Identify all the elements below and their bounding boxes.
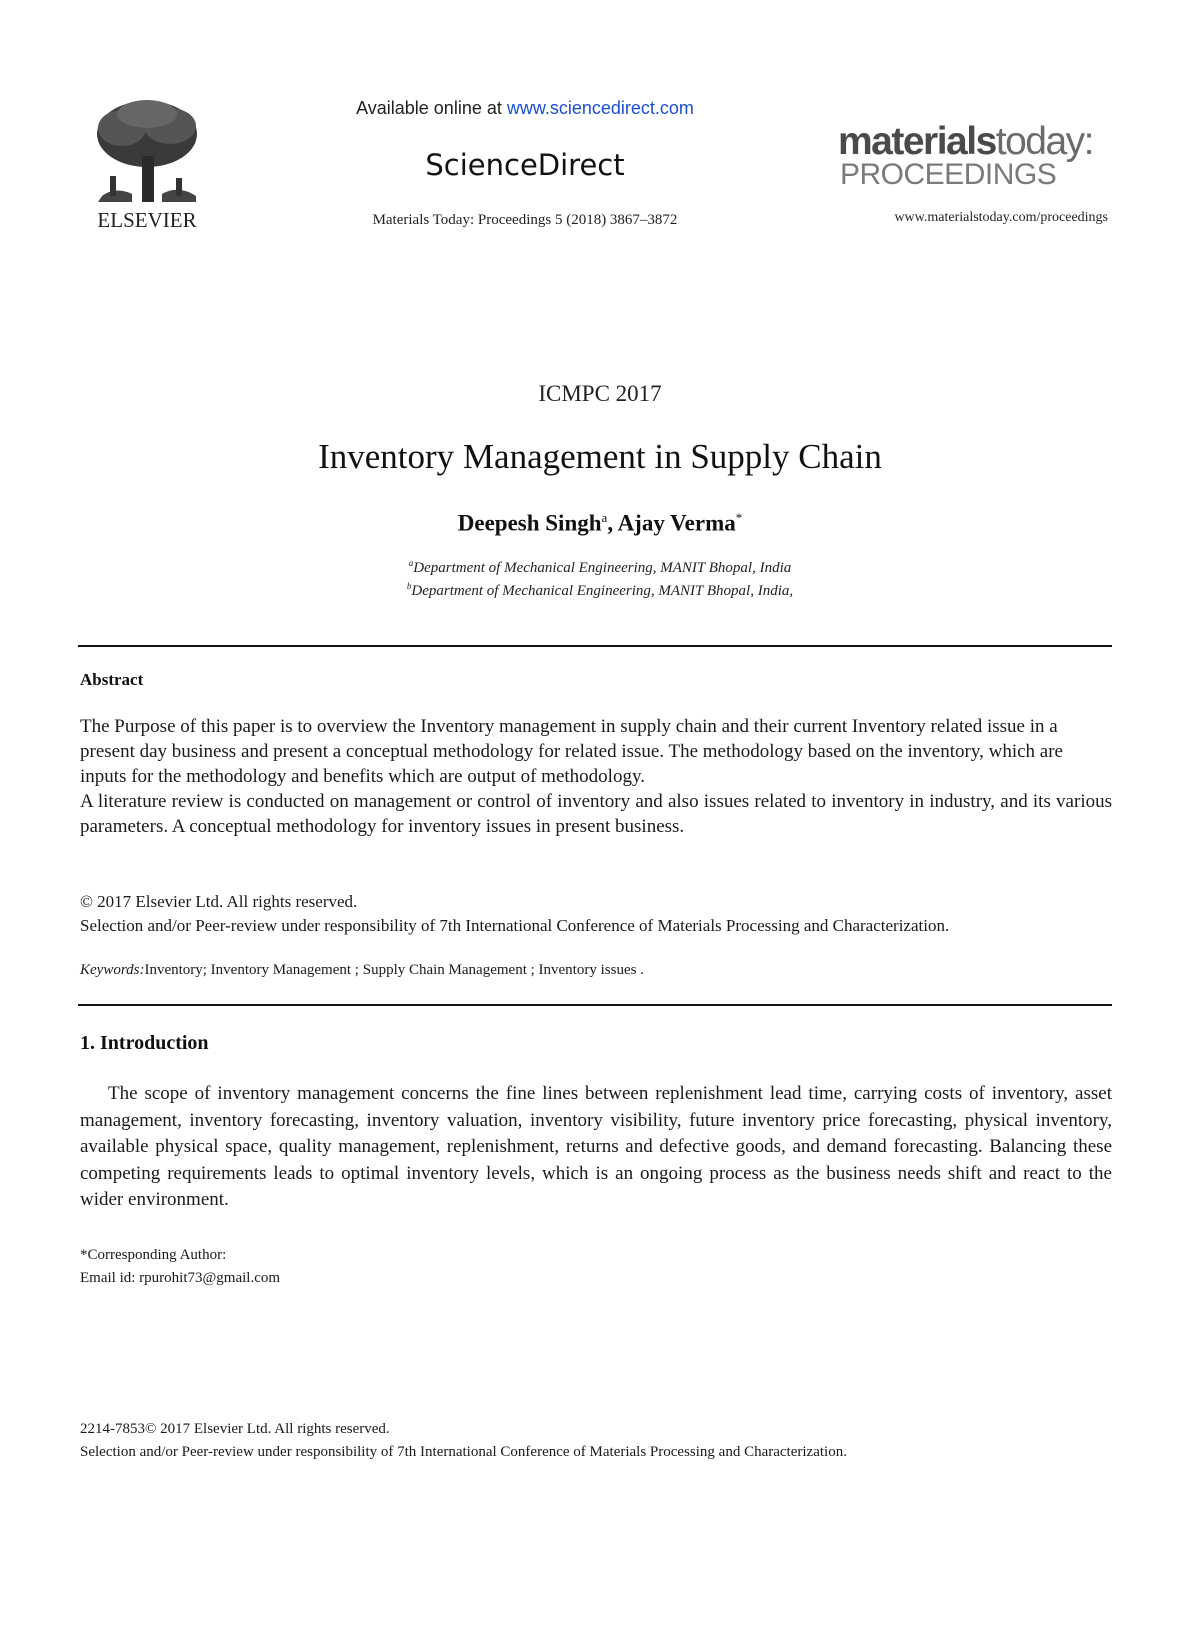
affiliation-b xyxy=(0,581,1200,600)
corresponding-email[interactable]: Email id: rpurohit73@gmail.com xyxy=(80,1270,281,1286)
copyright-block xyxy=(80,890,1120,938)
elsevier-logo xyxy=(88,98,206,232)
journal-reference: Materials Today: Proceedings 5 (2018) 3867–3872 xyxy=(372,212,678,228)
affiliation-mark: a xyxy=(408,558,414,568)
section-divider xyxy=(78,645,1112,647)
materials-today-logo xyxy=(838,122,1098,192)
available-online-line xyxy=(300,98,750,119)
sciencedirect-link[interactable]: www.sciencedirect.com xyxy=(506,98,694,118)
introduction-heading: 1. Introduction xyxy=(80,1032,209,1054)
affiliation-text: Department of Mechanical Engineering, MANIT Bhopal, India xyxy=(413,560,792,576)
logo-materials: materials xyxy=(838,120,996,163)
copyright-line: © 2017 Elsevier Ltd. All rights reserved. xyxy=(80,892,358,911)
section-divider xyxy=(78,1004,1112,1006)
abstract-paragraph: The Purpose of this paper is to overview the Inventory management in supply chain and their current Inventory related issue in a present day business and present a conceptual methodology for related issue. The methodology based on the inventory, which are inputs for the methodology and benefits which are output of methodology. xyxy=(80,716,1063,787)
page-footer xyxy=(80,1418,1140,1464)
footer-peer-review: Selection and/or Peer-review under responsibility of 7th International Conference of Materials Processing and Characterization. xyxy=(80,1444,847,1460)
affiliation-text: Department of Mechanical Engineering, MANIT Bhopal, India, xyxy=(411,583,794,599)
elsevier-wordmark: ELSEVIER xyxy=(97,208,197,232)
available-online-prefix: Available online at xyxy=(356,98,507,118)
author-list xyxy=(0,510,1200,537)
abstract-heading: Abstract xyxy=(80,670,144,689)
keywords-line xyxy=(80,962,1120,979)
affiliation-a xyxy=(0,558,1200,577)
correspondence-note xyxy=(80,1244,280,1290)
sciencedirect-title: ScienceDirect xyxy=(425,148,625,182)
keywords-list: Inventory; Inventory Management ; Supply Chain Management ; Inventory issues . xyxy=(144,962,644,978)
affiliation-mark: b xyxy=(406,581,412,591)
conference-name: ICMPC 2017 xyxy=(538,381,662,406)
paper-title: Inventory Management in Supply Chain xyxy=(318,437,882,476)
materials-today-logo-proceedings: PROCEEDINGS xyxy=(840,158,1057,191)
abstract-body xyxy=(80,714,1112,839)
materials-today-logo-top xyxy=(838,122,1093,162)
elsevier-tree-icon xyxy=(92,98,202,202)
author-1: Deepesh Singh xyxy=(457,510,602,536)
keywords-label: Keywords: xyxy=(80,962,145,978)
author-separator: , xyxy=(607,510,618,536)
journal-url[interactable]: www.materialstoday.com/proceedings xyxy=(894,210,1108,225)
author-2-corresponding-mark: * xyxy=(735,510,743,525)
author-2: Ajay Verma xyxy=(617,510,736,536)
corresponding-author-label: *Corresponding Author: xyxy=(80,1247,227,1263)
peer-review-line: Selection and/or Peer-review under responsibility of 7th International Conference of Materials Processing and Characterization. xyxy=(80,916,950,935)
introduction-body: The scope of inventory management concerns the fine lines between replenishment lead time, carrying costs of inventory, asset management, inventory forecasting, inventory valuation, inventory visibility, future inventory price forecasting, physical inventory, available physical space, quality management, replenishment, returns and defective goods, and demand forecasting. Balancing these competing requirements leads to optimal inventory levels, which is an ongoing process as the business needs shift and react to the wider environment. xyxy=(80,1083,1112,1210)
issn-line: 2214-7853© 2017 Elsevier Ltd. All rights reserved. xyxy=(80,1421,390,1437)
abstract-paragraph: A literature review is conducted on management or control of inventory and also issues related to inventory in industry, and its various parameters. A conceptual methodology for inventory issues in present business. xyxy=(80,791,1112,837)
logo-today: today: xyxy=(995,120,1094,163)
author-1-affil-mark: a xyxy=(601,510,608,525)
